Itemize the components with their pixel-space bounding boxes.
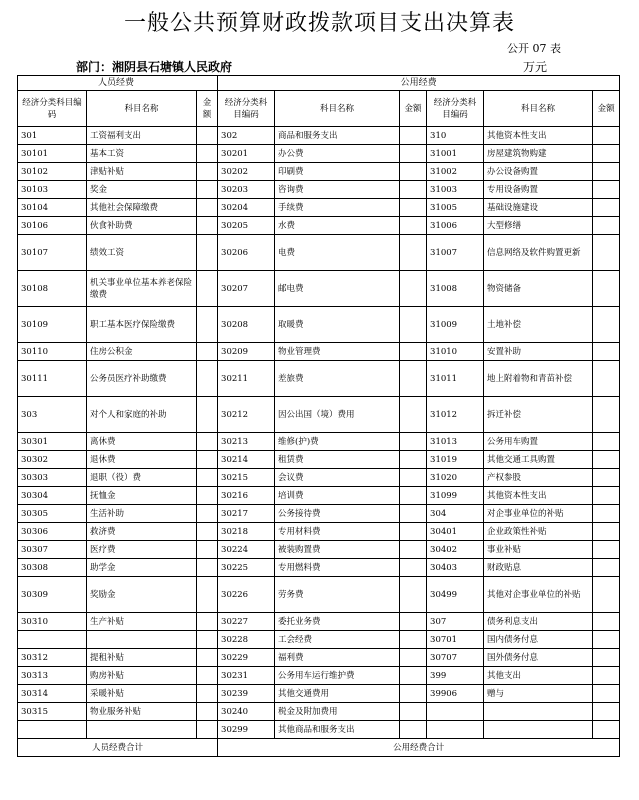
code-cell: 30101 bbox=[18, 145, 87, 163]
name-cell: 对企事业单位的补贴 bbox=[484, 505, 593, 523]
code-cell: 303 bbox=[18, 397, 87, 433]
code-cell: 30302 bbox=[18, 451, 87, 469]
amount-cell bbox=[593, 181, 620, 199]
name-cell: 其他交通工具购置 bbox=[484, 451, 593, 469]
amount-cell bbox=[197, 703, 218, 721]
name-cell: 因公出国（境）费用 bbox=[275, 397, 400, 433]
table-row bbox=[18, 271, 620, 307]
name-cell: 物资储备 bbox=[484, 271, 593, 307]
code-cell: 31006 bbox=[427, 217, 484, 235]
name-cell: 印刷费 bbox=[275, 163, 400, 181]
name-cell: 救济费 bbox=[87, 523, 197, 541]
name-cell: 土地补偿 bbox=[484, 307, 593, 343]
name-cell: 财政贴息 bbox=[484, 559, 593, 577]
amount-cell bbox=[400, 343, 427, 361]
amount-cell bbox=[593, 361, 620, 397]
amount-cell bbox=[593, 721, 620, 739]
amount-cell bbox=[400, 181, 427, 199]
amount-cell bbox=[400, 469, 427, 487]
name-cell bbox=[87, 721, 197, 739]
name-cell: 其他商品和服务支出 bbox=[275, 721, 400, 739]
code-cell: 30205 bbox=[218, 217, 275, 235]
amount-cell bbox=[197, 487, 218, 505]
name-cell: 其他资本性支出 bbox=[484, 127, 593, 145]
name-cell: 助学金 bbox=[87, 559, 197, 577]
name-cell: 安置补助 bbox=[484, 343, 593, 361]
code-cell: 39906 bbox=[427, 685, 484, 703]
name-cell: 专用设备购置 bbox=[484, 181, 593, 199]
name-cell: 机关事业单位基本养老保险缴费 bbox=[87, 271, 197, 307]
amount-cell bbox=[593, 469, 620, 487]
name-cell: 基本工资 bbox=[87, 145, 197, 163]
code-cell: 30307 bbox=[18, 541, 87, 559]
code-cell bbox=[18, 721, 87, 739]
amount-cell bbox=[197, 559, 218, 577]
amount-cell bbox=[400, 145, 427, 163]
name-cell: 福利费 bbox=[275, 649, 400, 667]
code-cell: 310 bbox=[427, 127, 484, 145]
form-number: 公开 07 表 bbox=[507, 42, 561, 55]
amount-cell bbox=[197, 433, 218, 451]
name-cell: 奖金 bbox=[87, 181, 197, 199]
name-cell: 国内债务付息 bbox=[484, 631, 593, 649]
name-cell: 购房补贴 bbox=[87, 667, 197, 685]
amount-cell bbox=[400, 487, 427, 505]
code-cell: 30207 bbox=[218, 271, 275, 307]
amount-cell bbox=[197, 613, 218, 631]
amount-cell bbox=[593, 631, 620, 649]
amount-cell bbox=[400, 685, 427, 703]
table-row bbox=[18, 217, 620, 235]
code-cell: 30239 bbox=[218, 685, 275, 703]
code-cell: 307 bbox=[427, 613, 484, 631]
amount-cell bbox=[593, 667, 620, 685]
name-cell: 其他支出 bbox=[484, 667, 593, 685]
amount-cell bbox=[197, 577, 218, 613]
name-cell bbox=[87, 631, 197, 649]
code-cell: 30103 bbox=[18, 181, 87, 199]
amount-cell bbox=[593, 397, 620, 433]
amount-cell bbox=[593, 145, 620, 163]
name-cell: 赠与 bbox=[484, 685, 593, 703]
name-cell: 对个人和家庭的补助 bbox=[87, 397, 197, 433]
table-row bbox=[18, 541, 620, 559]
name-cell: 公务用车运行维护费 bbox=[275, 667, 400, 685]
code-cell: 30102 bbox=[18, 163, 87, 181]
table-row bbox=[18, 145, 620, 163]
amount-cell bbox=[400, 523, 427, 541]
name-cell: 租赁费 bbox=[275, 451, 400, 469]
table-row bbox=[18, 721, 620, 739]
table-row bbox=[18, 631, 620, 649]
amount-cell bbox=[593, 523, 620, 541]
name-cell: 职工基本医疗保险缴费 bbox=[87, 307, 197, 343]
code-cell: 31013 bbox=[427, 433, 484, 451]
amount-cell bbox=[400, 577, 427, 613]
name-cell: 委托业务费 bbox=[275, 613, 400, 631]
code-cell: 30206 bbox=[218, 235, 275, 271]
table-row bbox=[18, 559, 620, 577]
amount-cell bbox=[593, 235, 620, 271]
table-row bbox=[18, 451, 620, 469]
code-cell: 30226 bbox=[218, 577, 275, 613]
code-cell: 30308 bbox=[18, 559, 87, 577]
name-cell: 工会经费 bbox=[275, 631, 400, 649]
code-cell: 30203 bbox=[218, 181, 275, 199]
amount-cell bbox=[400, 667, 427, 685]
code-cell: 30209 bbox=[218, 343, 275, 361]
amount-cell bbox=[400, 235, 427, 271]
name-cell: 劳务费 bbox=[275, 577, 400, 613]
name-cell: 债务利息支出 bbox=[484, 613, 593, 631]
amount-cell bbox=[197, 649, 218, 667]
code-cell: 30201 bbox=[218, 145, 275, 163]
code-cell: 30313 bbox=[18, 667, 87, 685]
code-cell: 302 bbox=[218, 127, 275, 145]
amount-cell bbox=[593, 541, 620, 559]
amount-cell bbox=[197, 127, 218, 145]
code-cell: 30225 bbox=[218, 559, 275, 577]
amount-cell bbox=[197, 361, 218, 397]
name-cell: 医疗费 bbox=[87, 541, 197, 559]
code-cell: 31009 bbox=[427, 307, 484, 343]
code-header: 经济分类科目编码 bbox=[427, 91, 484, 127]
code-cell: 31011 bbox=[427, 361, 484, 397]
amount-cell bbox=[400, 613, 427, 631]
amount-cell bbox=[400, 703, 427, 721]
code-cell: 30707 bbox=[427, 649, 484, 667]
code-header: 经济分类科目编码 bbox=[18, 91, 87, 127]
amount-cell bbox=[593, 487, 620, 505]
code-cell: 30109 bbox=[18, 307, 87, 343]
table-row bbox=[18, 487, 620, 505]
name-cell: 公务用车购置 bbox=[484, 433, 593, 451]
name-cell: 其他对企事业单位的补贴 bbox=[484, 577, 593, 613]
amount-cell bbox=[593, 613, 620, 631]
code-cell: 30224 bbox=[218, 541, 275, 559]
name-cell: 奖励金 bbox=[87, 577, 197, 613]
name-cell: 房屋建筑物购建 bbox=[484, 145, 593, 163]
expenditure-table bbox=[17, 75, 620, 757]
code-cell: 30303 bbox=[18, 469, 87, 487]
table-row bbox=[18, 649, 620, 667]
code-cell: 30315 bbox=[18, 703, 87, 721]
code-cell: 30299 bbox=[218, 721, 275, 739]
name-cell: 采暖补贴 bbox=[87, 685, 197, 703]
amount-cell bbox=[197, 181, 218, 199]
code-cell: 30312 bbox=[18, 649, 87, 667]
code-cell: 30701 bbox=[427, 631, 484, 649]
amount-header: 金额 bbox=[593, 91, 620, 127]
name-cell: 企业政策性补贴 bbox=[484, 523, 593, 541]
name-cell: 差旅费 bbox=[275, 361, 400, 397]
name-cell: 物业管理费 bbox=[275, 343, 400, 361]
name-cell: 拆迁补偿 bbox=[484, 397, 593, 433]
table-row bbox=[18, 361, 620, 397]
name-cell: 事业补贴 bbox=[484, 541, 593, 559]
code-cell: 31002 bbox=[427, 163, 484, 181]
table-row bbox=[18, 397, 620, 433]
table-row bbox=[18, 307, 620, 343]
amount-cell bbox=[593, 577, 620, 613]
name-cell: 公务接待费 bbox=[275, 505, 400, 523]
table-row bbox=[18, 181, 620, 199]
name-cell: 住房公积金 bbox=[87, 343, 197, 361]
code-cell: 30403 bbox=[427, 559, 484, 577]
amount-cell bbox=[593, 343, 620, 361]
code-cell: 30108 bbox=[18, 271, 87, 307]
amount-cell bbox=[593, 199, 620, 217]
code-cell: 30309 bbox=[18, 577, 87, 613]
amount-cell bbox=[400, 721, 427, 739]
amount-cell bbox=[197, 469, 218, 487]
table-row bbox=[18, 505, 620, 523]
code-header: 经济分类科目编码 bbox=[218, 91, 275, 127]
code-cell: 31019 bbox=[427, 451, 484, 469]
name-cell: 专用燃料费 bbox=[275, 559, 400, 577]
table-row bbox=[18, 163, 620, 181]
amount-cell bbox=[593, 127, 620, 145]
amount-cell bbox=[197, 721, 218, 739]
name-cell: 生产补贴 bbox=[87, 613, 197, 631]
public-section-header: 公用经费 bbox=[218, 76, 620, 91]
code-cell: 30212 bbox=[218, 397, 275, 433]
table-row bbox=[18, 703, 620, 721]
name-cell: 基础设施建设 bbox=[484, 199, 593, 217]
code-cell: 30229 bbox=[218, 649, 275, 667]
name-cell: 绩效工资 bbox=[87, 235, 197, 271]
name-header: 科目名称 bbox=[275, 91, 400, 127]
name-cell: 工资福利支出 bbox=[87, 127, 197, 145]
table-row bbox=[18, 433, 620, 451]
amount-cell bbox=[400, 271, 427, 307]
code-cell bbox=[427, 703, 484, 721]
code-cell: 399 bbox=[427, 667, 484, 685]
name-cell: 产权参股 bbox=[484, 469, 593, 487]
code-cell: 30202 bbox=[218, 163, 275, 181]
amount-cell bbox=[197, 145, 218, 163]
code-cell: 31003 bbox=[427, 181, 484, 199]
code-cell: 31001 bbox=[427, 145, 484, 163]
code-cell: 30304 bbox=[18, 487, 87, 505]
code-cell: 30213 bbox=[218, 433, 275, 451]
code-cell: 30215 bbox=[218, 469, 275, 487]
name-cell: 商品和服务支出 bbox=[275, 127, 400, 145]
amount-cell bbox=[197, 163, 218, 181]
code-cell: 30104 bbox=[18, 199, 87, 217]
name-cell bbox=[484, 721, 593, 739]
code-cell: 30402 bbox=[427, 541, 484, 559]
amount-cell bbox=[400, 559, 427, 577]
code-cell: 304 bbox=[427, 505, 484, 523]
code-cell: 30231 bbox=[218, 667, 275, 685]
amount-cell bbox=[400, 505, 427, 523]
name-cell: 大型修缮 bbox=[484, 217, 593, 235]
name-cell: 信息网络及软件购置更新 bbox=[484, 235, 593, 271]
code-cell: 30310 bbox=[18, 613, 87, 631]
name-header: 科目名称 bbox=[87, 91, 197, 127]
code-cell: 301 bbox=[18, 127, 87, 145]
table-row bbox=[18, 343, 620, 361]
amount-cell bbox=[400, 307, 427, 343]
personnel-total: 人员经费合计 bbox=[18, 739, 218, 757]
name-cell: 其他交通费用 bbox=[275, 685, 400, 703]
amount-cell bbox=[197, 217, 218, 235]
name-cell: 取暖费 bbox=[275, 307, 400, 343]
amount-cell bbox=[593, 649, 620, 667]
name-cell: 公务员医疗补助缴费 bbox=[87, 361, 197, 397]
amount-cell bbox=[593, 505, 620, 523]
code-cell: 30240 bbox=[218, 703, 275, 721]
code-cell: 30208 bbox=[218, 307, 275, 343]
name-cell: 提租补贴 bbox=[87, 649, 197, 667]
amount-cell bbox=[593, 307, 620, 343]
name-cell: 伙食补助费 bbox=[87, 217, 197, 235]
amount-cell bbox=[593, 559, 620, 577]
amount-cell bbox=[593, 163, 620, 181]
name-cell: 离休费 bbox=[87, 433, 197, 451]
name-cell: 津贴补贴 bbox=[87, 163, 197, 181]
amount-cell bbox=[400, 217, 427, 235]
amount-cell bbox=[197, 667, 218, 685]
amount-cell bbox=[400, 541, 427, 559]
code-cell: 31099 bbox=[427, 487, 484, 505]
code-cell: 31005 bbox=[427, 199, 484, 217]
amount-cell bbox=[400, 397, 427, 433]
name-cell: 国外债务付息 bbox=[484, 649, 593, 667]
code-cell: 31012 bbox=[427, 397, 484, 433]
name-cell: 会议费 bbox=[275, 469, 400, 487]
name-cell: 生活补助 bbox=[87, 505, 197, 523]
amount-cell bbox=[593, 685, 620, 703]
name-cell: 办公设备购置 bbox=[484, 163, 593, 181]
name-cell: 专用材料费 bbox=[275, 523, 400, 541]
code-cell: 31020 bbox=[427, 469, 484, 487]
amount-cell bbox=[197, 343, 218, 361]
table-row bbox=[18, 667, 620, 685]
unit-label: 万元 bbox=[522, 60, 547, 74]
table-row bbox=[18, 577, 620, 613]
name-cell: 水费 bbox=[275, 217, 400, 235]
name-cell: 电费 bbox=[275, 235, 400, 271]
amount-cell bbox=[197, 451, 218, 469]
amount-cell bbox=[197, 271, 218, 307]
amount-cell bbox=[400, 631, 427, 649]
name-cell: 退休费 bbox=[87, 451, 197, 469]
name-cell: 办公费 bbox=[275, 145, 400, 163]
name-cell: 退职（役）费 bbox=[87, 469, 197, 487]
code-cell: 31008 bbox=[427, 271, 484, 307]
amount-cell bbox=[197, 631, 218, 649]
amount-cell bbox=[400, 649, 427, 667]
code-cell: 30401 bbox=[427, 523, 484, 541]
amount-cell bbox=[400, 199, 427, 217]
amount-header: 金额 bbox=[400, 91, 427, 127]
code-cell bbox=[427, 721, 484, 739]
table-row bbox=[18, 523, 620, 541]
table-row bbox=[18, 469, 620, 487]
amount-cell bbox=[593, 217, 620, 235]
amount-cell bbox=[593, 703, 620, 721]
amount-header: 金额 bbox=[197, 91, 218, 127]
code-cell: 31007 bbox=[427, 235, 484, 271]
name-cell: 其他资本性支出 bbox=[484, 487, 593, 505]
amount-cell bbox=[197, 685, 218, 703]
code-cell: 30211 bbox=[218, 361, 275, 397]
amount-cell bbox=[593, 433, 620, 451]
amount-cell bbox=[197, 505, 218, 523]
code-cell: 30306 bbox=[18, 523, 87, 541]
code-cell: 30111 bbox=[18, 361, 87, 397]
code-cell bbox=[18, 631, 87, 649]
name-cell: 地上附着物和青苗补偿 bbox=[484, 361, 593, 397]
code-cell: 30107 bbox=[18, 235, 87, 271]
department-label: 部门：湘阴县石塘镇人民政府 bbox=[76, 60, 233, 74]
table-row bbox=[18, 127, 620, 145]
name-cell: 抚恤金 bbox=[87, 487, 197, 505]
name-header: 科目名称 bbox=[484, 91, 593, 127]
amount-cell bbox=[400, 163, 427, 181]
name-cell: 咨询费 bbox=[275, 181, 400, 199]
amount-cell bbox=[197, 235, 218, 271]
code-cell: 30214 bbox=[218, 451, 275, 469]
name-cell: 维修(护)费 bbox=[275, 433, 400, 451]
amount-cell bbox=[400, 433, 427, 451]
page-title: 一般公共预算财政拨款项目支出决算表 bbox=[123, 11, 515, 36]
code-cell: 30106 bbox=[18, 217, 87, 235]
amount-cell bbox=[197, 199, 218, 217]
code-cell: 30301 bbox=[18, 433, 87, 451]
name-cell: 物业服务补贴 bbox=[87, 703, 197, 721]
personnel-section-header: 人员经费 bbox=[18, 76, 218, 91]
name-cell: 被装购置费 bbox=[275, 541, 400, 559]
code-cell: 30227 bbox=[218, 613, 275, 631]
amount-cell bbox=[400, 127, 427, 145]
name-cell bbox=[484, 703, 593, 721]
code-cell: 30217 bbox=[218, 505, 275, 523]
name-cell: 其他社会保障缴费 bbox=[87, 199, 197, 217]
table-row bbox=[18, 199, 620, 217]
code-cell: 30305 bbox=[18, 505, 87, 523]
code-cell: 30110 bbox=[18, 343, 87, 361]
amount-cell bbox=[197, 523, 218, 541]
amount-cell bbox=[197, 307, 218, 343]
public-total: 公用经费合计 bbox=[218, 739, 620, 757]
name-cell: 培训费 bbox=[275, 487, 400, 505]
amount-cell bbox=[593, 451, 620, 469]
amount-cell bbox=[197, 541, 218, 559]
code-cell: 30314 bbox=[18, 685, 87, 703]
name-cell: 手续费 bbox=[275, 199, 400, 217]
amount-cell bbox=[593, 271, 620, 307]
name-cell: 税金及附加费用 bbox=[275, 703, 400, 721]
code-cell: 31010 bbox=[427, 343, 484, 361]
table-row bbox=[18, 235, 620, 271]
amount-cell bbox=[197, 397, 218, 433]
code-cell: 30218 bbox=[218, 523, 275, 541]
code-cell: 30499 bbox=[427, 577, 484, 613]
code-cell: 30204 bbox=[218, 199, 275, 217]
amount-cell bbox=[400, 361, 427, 397]
name-cell: 邮电费 bbox=[275, 271, 400, 307]
code-cell: 30216 bbox=[218, 487, 275, 505]
amount-cell bbox=[400, 451, 427, 469]
table-row bbox=[18, 685, 620, 703]
code-cell: 30228 bbox=[218, 631, 275, 649]
table-row bbox=[18, 613, 620, 631]
